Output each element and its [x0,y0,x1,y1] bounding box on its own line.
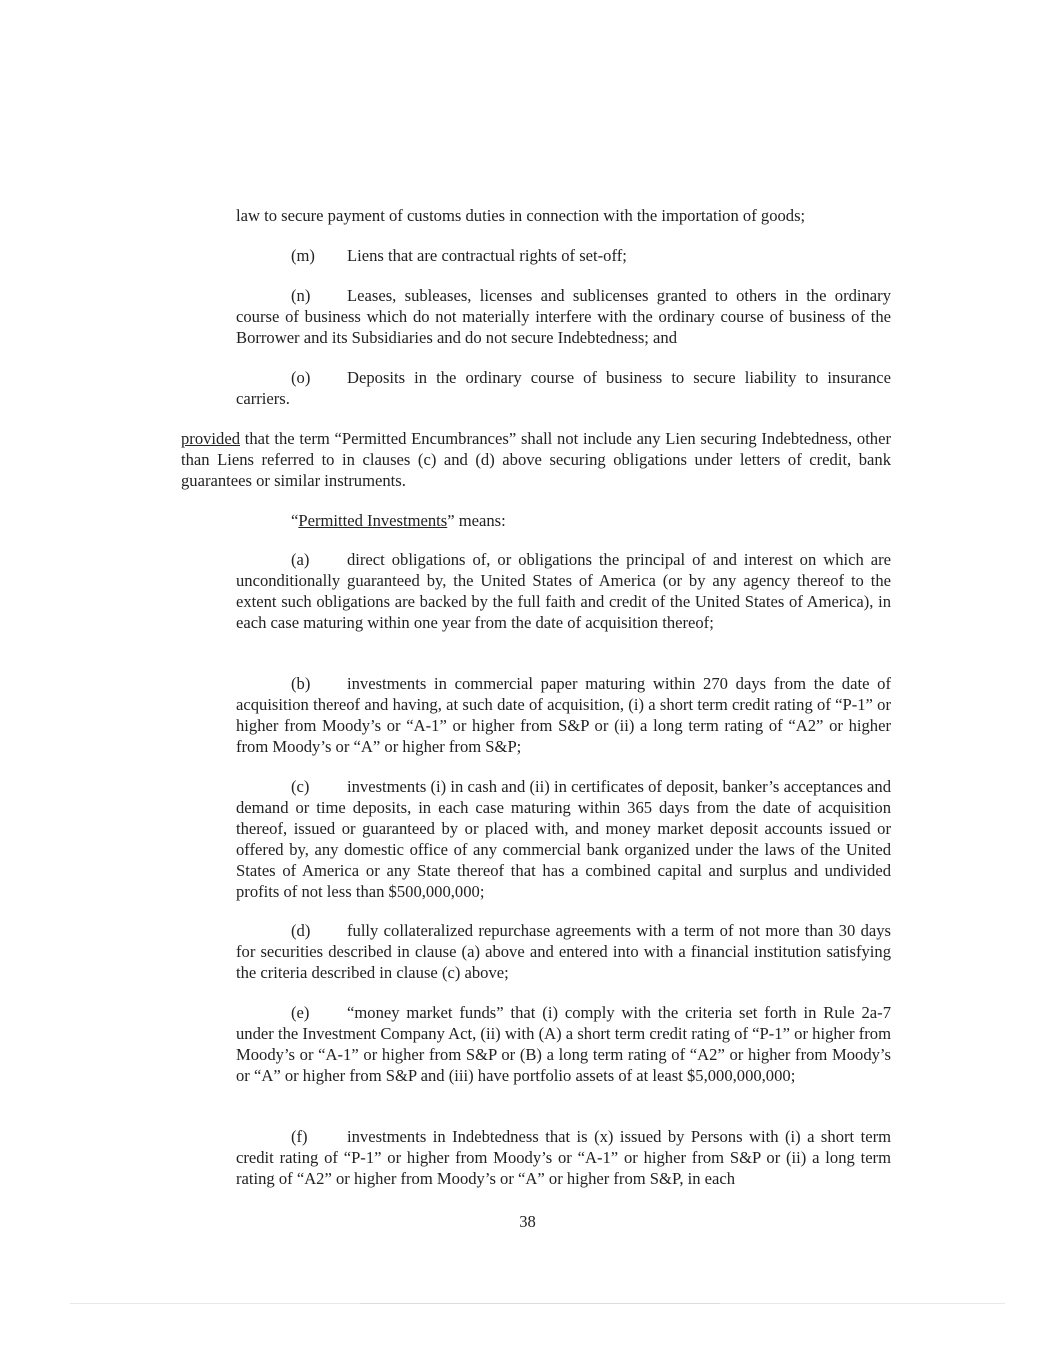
clause-text: investments in commercial paper maturing within 270 days from the date of acquisition thereof and having, at such date of acquisition, (i) a short term credit rating of “P-1” or higher from Moody’s or “A-1” or higher from S&P or (ii) a long term rating of “A2” or higher from Moody’s or “A” or higher from S&P; [236,674,891,756]
definition-rest: ” means: [447,511,506,530]
clause-c [236,776,891,902]
clause-e [236,1002,891,1086]
clause-f [236,1126,891,1189]
clause-label: (a) [291,550,310,569]
clause-label: (o) [291,368,311,387]
clause-label: (f) [291,1127,308,1146]
clause-text: investments (i) in cash and (ii) in certificates of deposit, banker’s acceptances and demand or time deposits, in each case maturing within 365 days from the date of acquisition thereof, issued or guaranteed by or placed with, and money market deposit accounts issued or offered by, any domestic office of any commercial bank organized under the laws of the United States of America or any State thereof that has a combined capital and surplus and undivided profits of not less than $500,000,000; [236,777,891,901]
proviso-lead: provided [181,429,240,448]
clause-d [236,920,891,983]
clause-n [236,285,891,348]
clause-m [236,245,891,266]
clause-label: (e) [291,1003,310,1022]
clause-a [236,549,891,633]
clause-text: Liens that are contractual rights of set-off; [347,246,627,265]
intro-line: law to secure payment of customs duties in connection with the importation of goods; [236,206,806,225]
clause-text: investments in Indebtedness that is (x) issued by Persons with (i) a short term credit rating of “P-1” or higher from Moody’s or “A-1” or higher from S&P or (ii) a long term rating of “A2” or higher from Moody’s or “A” or higher from S&P, in each [236,1127,891,1188]
definition-open-quote: “ [291,511,299,530]
clause-label: (n) [291,286,311,305]
clause-label: (c) [291,777,310,796]
proviso-paragraph [181,428,891,491]
page-number: 38 [519,1212,536,1231]
clause-label: (d) [291,921,311,940]
clause-label: (b) [291,674,311,693]
clause-label: (m) [291,246,315,265]
clause-text: “money market funds” that (i) comply with the criteria set forth in Rule 2a-7 under the Investment Company Act, (ii) with (A) a short term credit rating of “P-1” or higher from Moody’s or “A-1” or higher from S&P or (B) a long term rating of “A2” or higher from Moody’s or “A” or higher from S&P and (iii) have portfolio assets of at least $5,000,000,000; [236,1003,891,1085]
clause-b [236,673,891,757]
defined-term: Permitted Investments [298,511,448,530]
clause-o [236,367,891,409]
proviso-text: that the term “Permitted Encumbrances” shall not include any Lien securing Indebtedness, other than Liens referred to in clauses (c) and (d) above securing obligations under letters of credit, bank guarantees or similar instruments. [181,429,891,490]
clause-text: Leases, subleases, licenses and sublicenses granted to others in the ordinary course of business which do not materially interfere with the ordinary course of business of the Borrower and its Subsidiaries and do not secure Indebtedness; and [236,286,891,347]
definition-heading [236,510,891,531]
scan-edge-line-dark [360,1303,720,1304]
clause-text: fully collateralized repurchase agreements with a term of not more than 30 days for securities described in clause (a) above and entered into with a financial institution satisfying the criteria described in clause (c) above; [236,921,891,982]
clause-text: direct obligations of, or obligations the principal of and interest on which are unconditionally guaranteed by, the United States of America (or by any agency thereof to the extent such obligations are backed by the full faith and credit of the United States of America), in each case maturing within one year from the date of acquisition thereof; [236,550,891,632]
clause-text: Deposits in the ordinary course of business to secure liability to insurance carriers. [236,368,891,408]
